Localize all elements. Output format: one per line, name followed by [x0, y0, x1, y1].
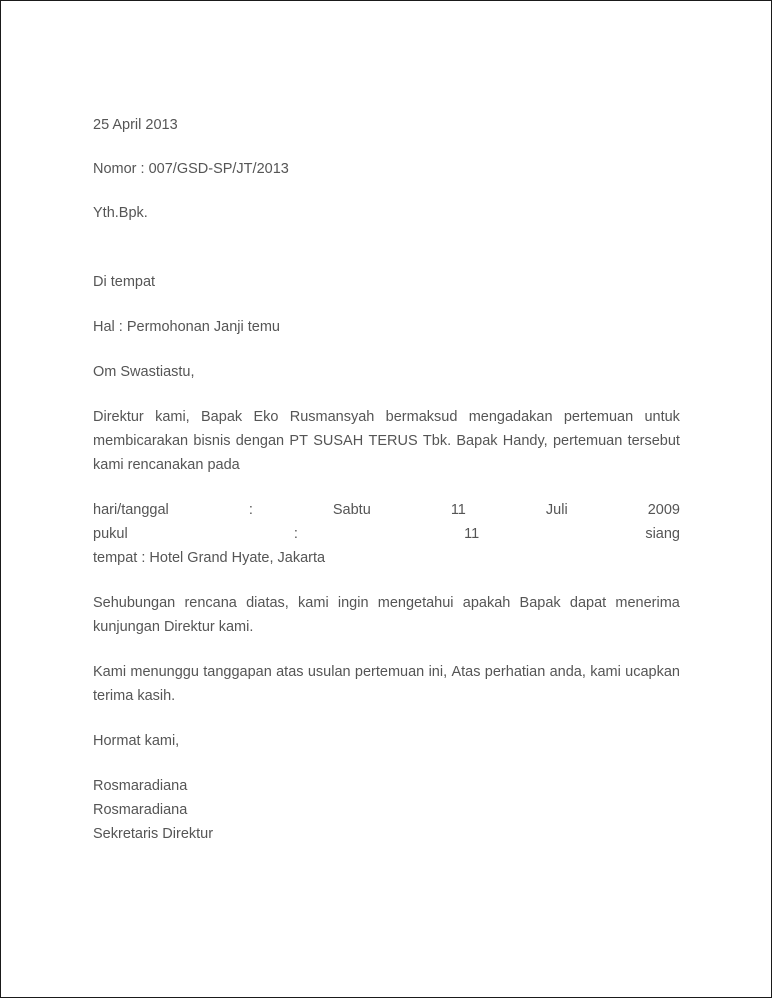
- signature-title: Sekretaris Direktur: [93, 826, 214, 842]
- word: anda,: [549, 664, 586, 680]
- word: diatas,: [246, 595, 289, 611]
- word: tersebut: [627, 433, 680, 449]
- word: Juli: [545, 502, 568, 518]
- word: :: [293, 526, 298, 542]
- body-paragraph-3: [93, 660, 680, 708]
- word: Bapak: [456, 433, 498, 449]
- signature-name-1: Rosmaradiana: [93, 778, 188, 794]
- word: Rusmansyah: [289, 409, 375, 425]
- letter-place: Di tempat: [93, 274, 156, 290]
- word: bermaksud: [385, 409, 458, 425]
- word: pertemuan: [354, 664, 425, 680]
- word: ucapkan: [625, 664, 680, 680]
- letter-number: Nomor : 007/GSD-SP/JT/2013: [93, 161, 289, 177]
- letter-greeting: Om Swastiastu,: [93, 364, 195, 380]
- word: rencana: [184, 595, 237, 611]
- word: Handy,: [502, 433, 548, 449]
- word: pertemuan: [552, 433, 623, 449]
- word: apakah: [462, 595, 511, 611]
- body-paragraph-1-line-2: [93, 429, 680, 453]
- word: Eko: [253, 409, 279, 425]
- word: membicarakan: [93, 433, 189, 449]
- letter-subject: Hal : Permohonan Janji temu: [93, 319, 280, 335]
- word: Atas: [451, 664, 481, 680]
- word: menunggu: [130, 664, 199, 680]
- word: :: [248, 502, 253, 518]
- schedule-time-row: [93, 522, 680, 546]
- letter-closing: Hormat kami,: [93, 733, 180, 749]
- body-paragraph-3-line-1: [93, 660, 680, 684]
- word: pukul: [93, 526, 128, 542]
- body-paragraph-3-line-2: terima kasih.: [93, 688, 176, 704]
- word: SUSAH: [313, 433, 364, 449]
- word: atas: [276, 664, 304, 680]
- word: 2009: [647, 502, 680, 518]
- body-paragraph-2-line-1: [93, 591, 680, 615]
- word: Sabtu: [332, 502, 371, 518]
- letter-recipient: Yth.Bpk.: [93, 205, 148, 221]
- schedule-day-row: [93, 498, 680, 522]
- word: mengetahui: [377, 595, 454, 611]
- word: PT: [289, 433, 308, 449]
- word: Bapak: [519, 595, 561, 611]
- body-paragraph-1-line-1: [93, 405, 680, 429]
- word: 11: [450, 502, 466, 518]
- word: usulan: [307, 664, 351, 680]
- signature-name-2: Rosmaradiana: [93, 802, 188, 818]
- word: ini,: [428, 664, 448, 680]
- word: untuk: [644, 409, 680, 425]
- schedule-venue: tempat : Hotel Grand Hyate, Jakarta: [93, 550, 326, 566]
- body-paragraph-1-line-3: kami rencanakan pada: [93, 457, 240, 473]
- body-paragraph-2: [93, 591, 680, 639]
- word: siang: [645, 526, 680, 542]
- word: hari/tanggal: [93, 502, 169, 518]
- word: kami: [298, 595, 329, 611]
- word: dengan: [235, 433, 285, 449]
- letter-date: 25 April 2013: [93, 117, 178, 133]
- word: Sehubungan: [93, 595, 176, 611]
- word: Kami: [93, 664, 127, 680]
- word: pertemuan: [563, 409, 634, 425]
- body-paragraph-2-line-2: kunjungan Direktur kami.: [93, 619, 254, 635]
- word: tanggapan: [203, 664, 272, 680]
- word: Bapak: [201, 409, 243, 425]
- word: TERUS: [368, 433, 418, 449]
- schedule-block: [93, 498, 680, 570]
- word: mengadakan: [468, 409, 553, 425]
- word: dapat: [569, 595, 607, 611]
- word: kami,: [155, 409, 190, 425]
- word: ingin: [337, 595, 369, 611]
- word: Tbk.: [422, 433, 452, 449]
- word: Direktur: [93, 409, 144, 425]
- word: kami: [590, 664, 621, 680]
- word: perhatian: [484, 664, 546, 680]
- word: bisnis: [193, 433, 231, 449]
- word: 11: [464, 526, 480, 542]
- word: menerima: [615, 595, 680, 611]
- body-paragraph-1: [93, 405, 680, 477]
- letter-content: [93, 113, 680, 846]
